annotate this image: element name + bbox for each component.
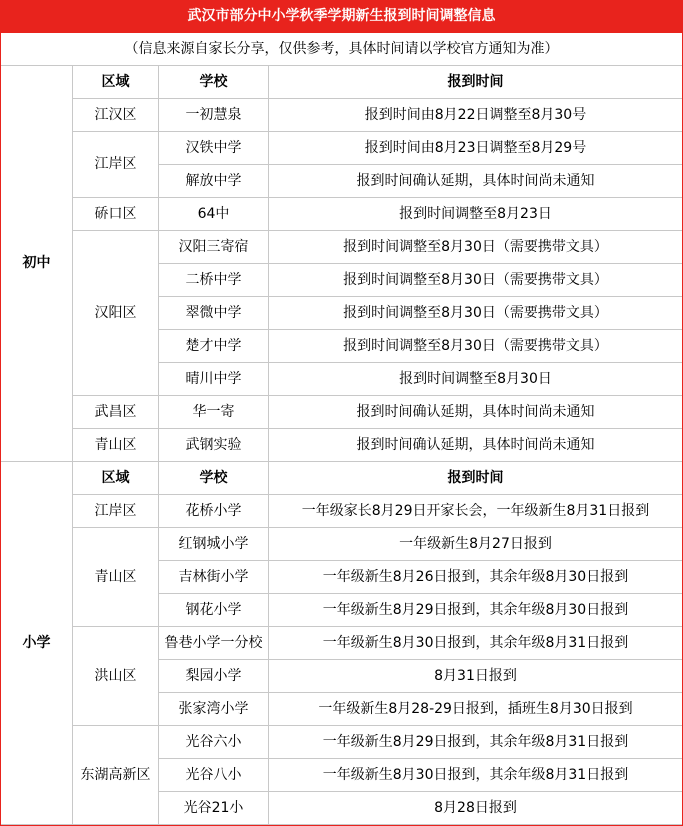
level-primary-school: 小学: [1, 462, 73, 825]
header-time: 报到时间: [269, 462, 683, 495]
time-cell: 一年级新生8月26日报到，其余年级8月30日报到: [269, 561, 683, 594]
school-cell: 二桥中学: [159, 264, 269, 297]
time-cell: 8月31日报到: [269, 660, 683, 693]
time-cell: 报到时间由8月22日调整至8月30号: [269, 99, 683, 132]
school-cell: 梨园小学: [159, 660, 269, 693]
school-cell: 武钢实验: [159, 429, 269, 462]
level-middle-school: 初中: [1, 66, 73, 462]
header-district: 区域: [73, 462, 159, 495]
district-hanyang: 汉阳区: [73, 231, 159, 396]
time-cell: 报到时间调整至8月30日（需要携带文具）: [269, 330, 683, 363]
school-cell: 楚才中学: [159, 330, 269, 363]
header-school: 学校: [159, 66, 269, 99]
time-cell: 报到时间调整至8月30日（需要携带文具）: [269, 231, 683, 264]
header-district: 区域: [73, 66, 159, 99]
district-donghu: 东湖高新区: [73, 726, 159, 825]
school-cell: 汉铁中学: [159, 132, 269, 165]
school-cell: 汉阳三寄宿: [159, 231, 269, 264]
time-cell: 一年级新生8月30日报到，其余年级8月31日报到: [269, 759, 683, 792]
school-cell: 华一寄: [159, 396, 269, 429]
table-title: 武汉市部分中小学秋季学期新生报到时间调整信息: [1, 1, 683, 33]
header-time: 报到时间: [269, 66, 683, 99]
time-cell: 一年级新生8月29日报到，其余年级8月31日报到: [269, 726, 683, 759]
school-cell: 光谷八小: [159, 759, 269, 792]
district-jiangan: 江岸区: [73, 495, 159, 528]
time-cell: 一年级新生8月27日报到: [269, 528, 683, 561]
time-cell: 报到时间调整至8月30日: [269, 363, 683, 396]
time-cell: 报到时间调整至8月30日（需要携带文具）: [269, 264, 683, 297]
school-cell: 吉林街小学: [159, 561, 269, 594]
time-cell: 报到时间调整至8月23日: [269, 198, 683, 231]
time-cell: 一年级新生8月28-29日报到，插班生8月30日报到: [269, 693, 683, 726]
school-cell: 64中: [159, 198, 269, 231]
school-cell: 光谷21小: [159, 792, 269, 825]
school-cell: 红钢城小学: [159, 528, 269, 561]
time-cell: 报到时间调整至8月30日（需要携带文具）: [269, 297, 683, 330]
district-wuchang: 武昌区: [73, 396, 159, 429]
time-cell: 8月28日报到: [269, 792, 683, 825]
time-cell: 一年级家长8月29日开家长会，一年级新生8月31日报到: [269, 495, 683, 528]
school-cell: 翠微中学: [159, 297, 269, 330]
source-note: （信息来源自家长分享，仅供参考，具体时间请以学校官方通知为准）: [1, 33, 683, 66]
time-cell: 一年级新生8月30日报到，其余年级8月31日报到: [269, 627, 683, 660]
district-qingshan: 青山区: [73, 528, 159, 627]
school-cell: 花桥小学: [159, 495, 269, 528]
school-cell: 解放中学: [159, 165, 269, 198]
school-cell: 钢花小学: [159, 594, 269, 627]
school-cell: 晴川中学: [159, 363, 269, 396]
school-cell: 一初慧泉: [159, 99, 269, 132]
time-cell: 报到时间确认延期，具体时间尚未通知: [269, 429, 683, 462]
time-cell: 一年级新生8月29日报到，其余年级8月30日报到: [269, 594, 683, 627]
school-cell: 鲁巷小学一分校: [159, 627, 269, 660]
time-cell: 报到时间确认延期，具体时间尚未通知: [269, 396, 683, 429]
time-cell: 报到时间由8月23日调整至8月29号: [269, 132, 683, 165]
district-qiaokou: 硚口区: [73, 198, 159, 231]
district-qingshan: 青山区: [73, 429, 159, 462]
district-hongshan: 洪山区: [73, 627, 159, 726]
school-cell: 光谷六小: [159, 726, 269, 759]
school-cell: 张家湾小学: [159, 693, 269, 726]
district-jiangan: 江岸区: [73, 132, 159, 198]
time-cell: 报到时间确认延期，具体时间尚未通知: [269, 165, 683, 198]
header-school: 学校: [159, 462, 269, 495]
district-jianghan: 江汉区: [73, 99, 159, 132]
